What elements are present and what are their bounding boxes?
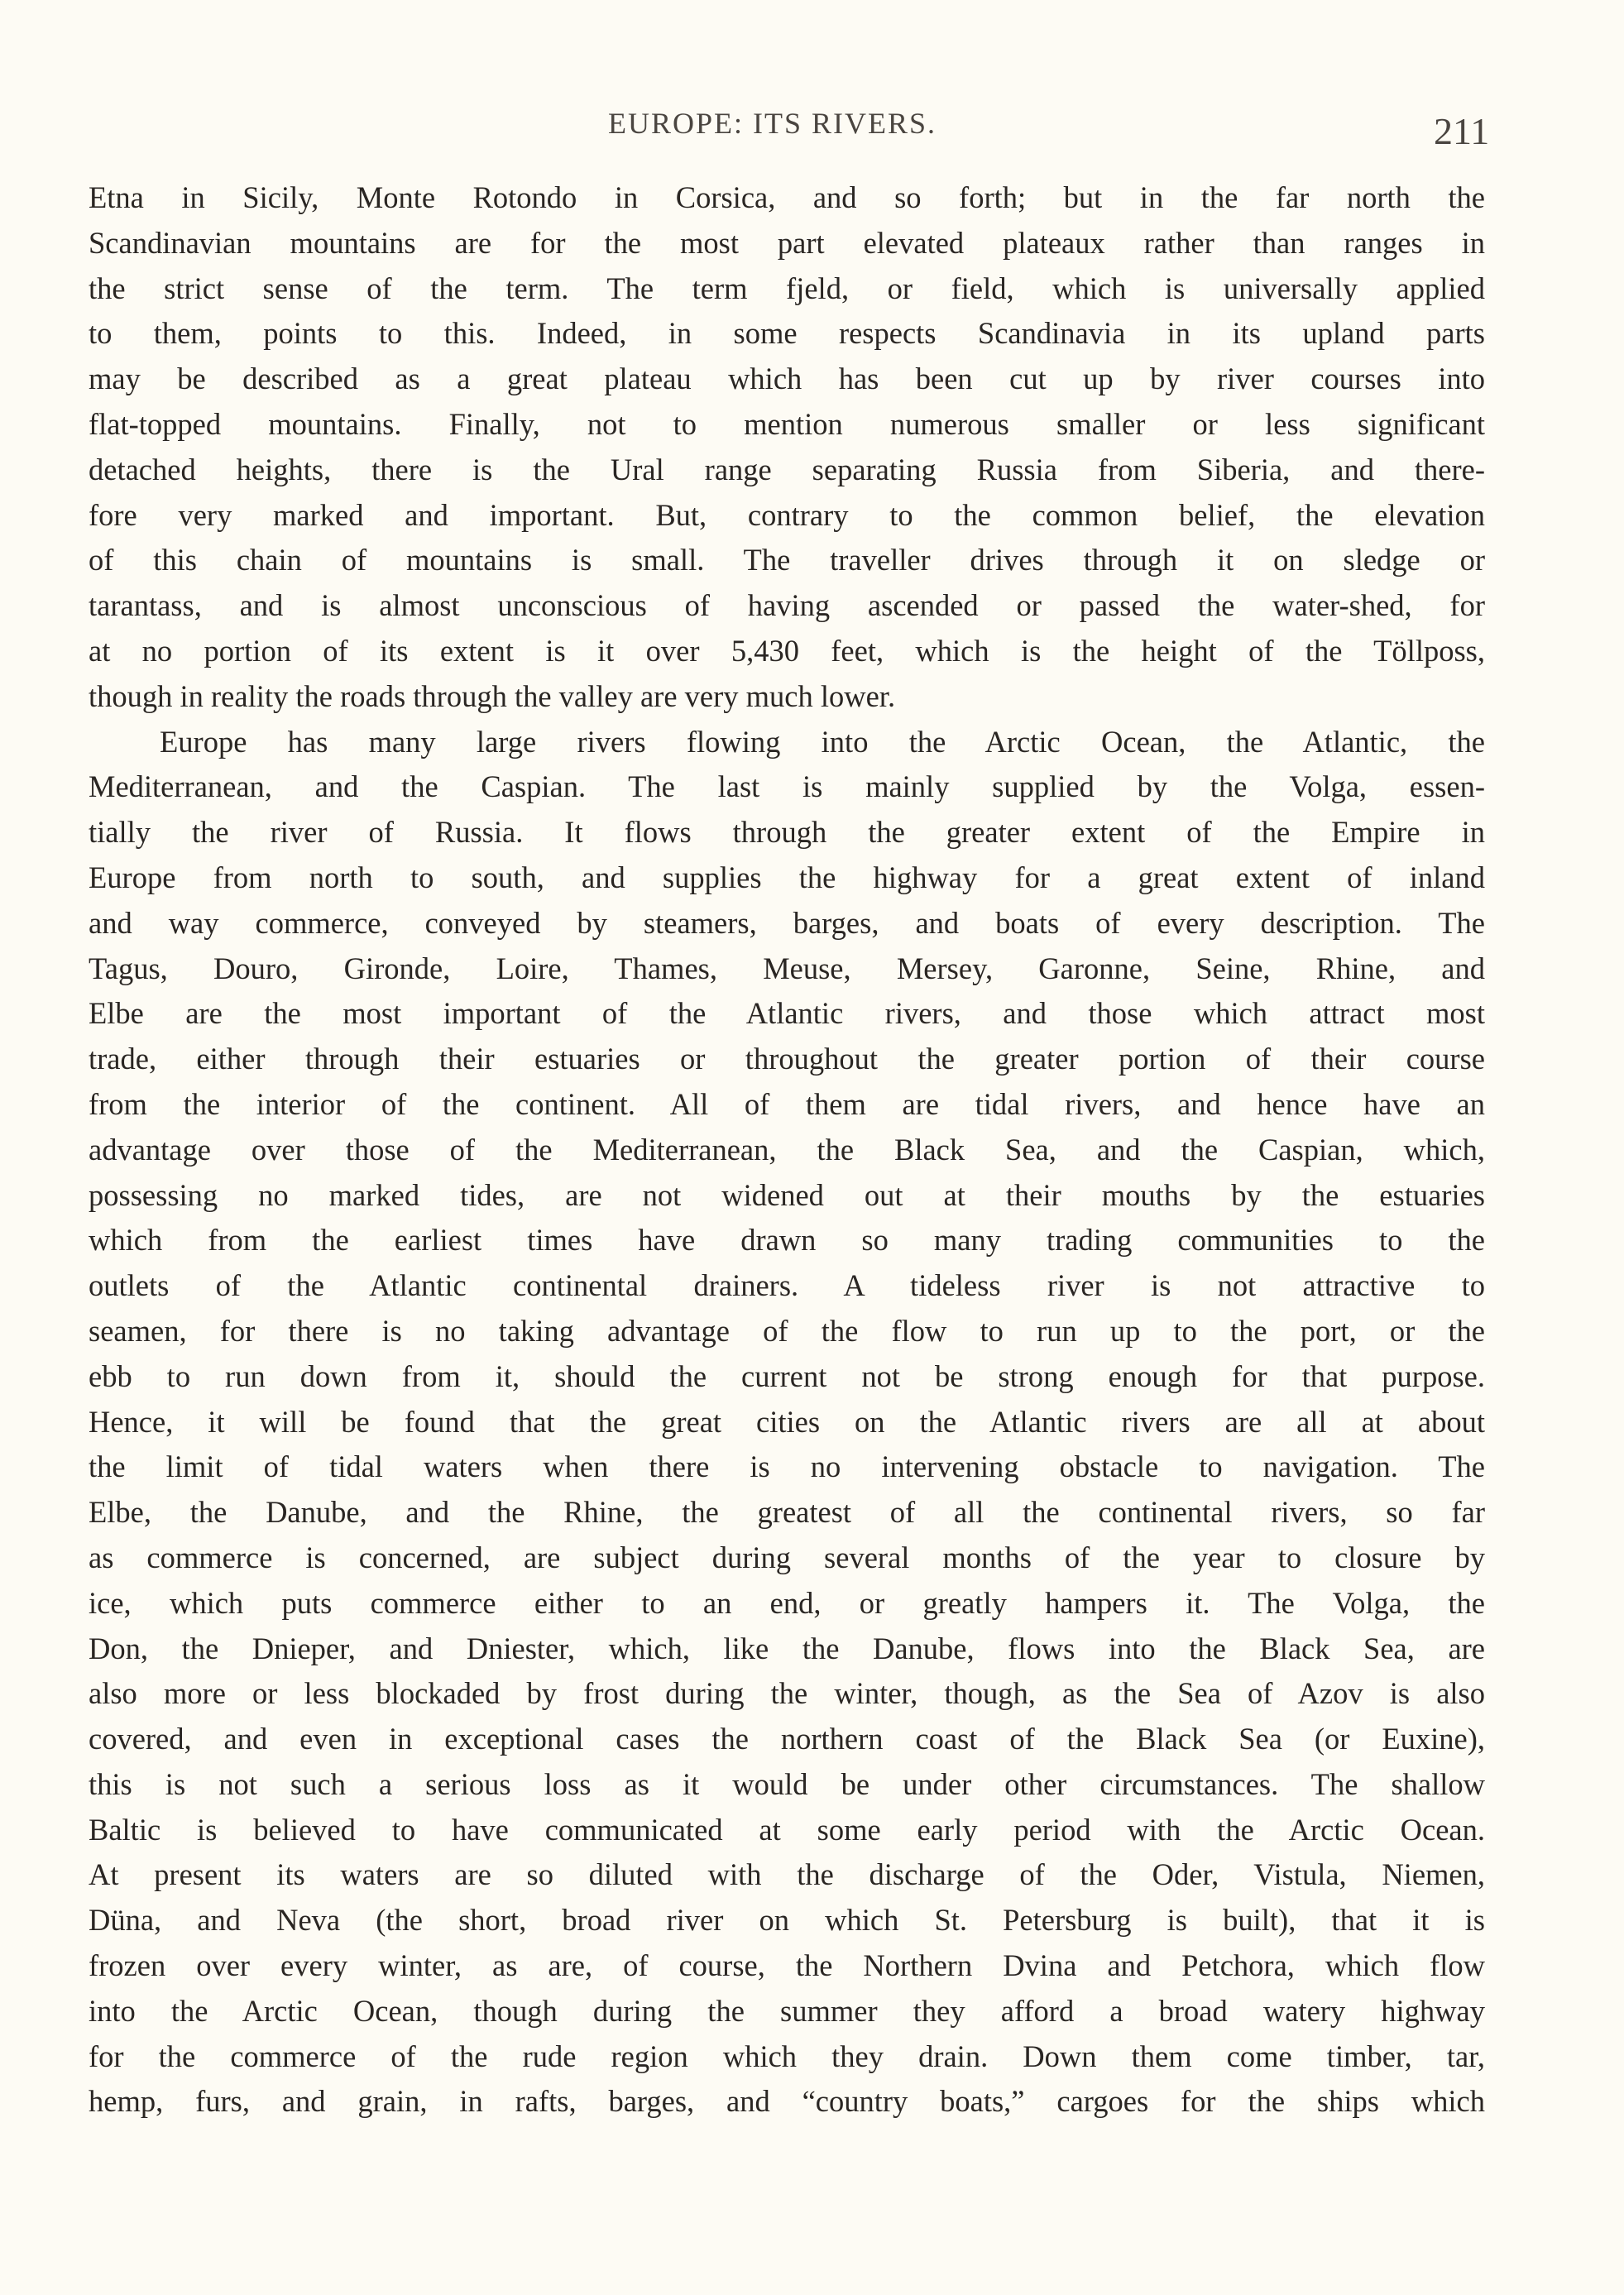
running-title: EUROPE: ITS RIVERS. xyxy=(608,107,937,140)
text-line: at no portion of its extent is it over 5,430 feet, which is the height of the Töllposs, xyxy=(89,633,1485,668)
text-line: Europe has many large rivers flowing into the Arctic Ocean, the Atlantic, the xyxy=(160,724,1485,759)
text-line: as commerce is concerned, are subject during several months of the year to closure by xyxy=(89,1540,1485,1574)
body-text xyxy=(89,175,1485,2125)
text-line: Elbe are the most important of the Atlantic rivers, and those which attract most xyxy=(89,996,1485,1031)
text-line: tially the river of Russia. It flows through the greater extent of the Empire in xyxy=(89,815,1485,850)
text-line: Scandinavian mountains are for the most part elevated plateaux rather than ranges in xyxy=(89,225,1485,260)
paragraph xyxy=(89,175,1485,720)
text-line: Europe from north to south, and supplies the highway for a great extent of inland xyxy=(89,860,1485,894)
text-line: ebb to run down from it, should the current not be strong enough for that purpose. xyxy=(89,1358,1485,1393)
text-line: into the Arctic Ocean, though during the summer they afford a broad watery highway xyxy=(89,1993,1485,2028)
text-line: the strict sense of the term. The term fjeld, or field, which is universally applied xyxy=(89,271,1485,305)
text-line: the limit of tidal waters when there is no intervening obstacle to navigation. The xyxy=(89,1449,1485,1484)
text-line: Hence, it will be found that the great cities on the Atlantic rivers are all at about xyxy=(89,1404,1485,1439)
text-line: of this chain of mountains is small. The traveller drives through it on sledge or xyxy=(89,543,1485,577)
running-head xyxy=(0,106,1624,156)
text-line: Don, the Dnieper, and Dniester, which, like the Danube, flows into the Black Sea, are xyxy=(89,1631,1485,1665)
text-line: fore very marked and important. But, contrary to the common belief, the elevation xyxy=(89,497,1485,532)
text-line: and way commerce, conveyed by steamers, barges, and boats of every description. The xyxy=(89,905,1485,940)
page-number: 211 xyxy=(1434,110,1490,152)
text-line: though in reality the roads through the valley are very much lower. xyxy=(89,678,896,713)
text-line: may be described as a great plateau which has been cut up by river courses into xyxy=(89,362,1485,396)
text-line: from the interior of the continent. All of them are tidal rivers, and hence have an xyxy=(89,1086,1485,1121)
text-line: outlets of the Atlantic continental drainers. A tideless river is not attractive to xyxy=(89,1268,1485,1303)
text-line: this is not such a serious loss as it would be under other circumstances. The shallow xyxy=(89,1766,1485,1801)
text-line: ice, which puts commerce either to an end, or greatly hampers it. The Volga, the xyxy=(89,1585,1485,1620)
text-line: which from the earliest times have drawn so many trading communities to the xyxy=(89,1223,1485,1258)
text-line: possessing no marked tides, are not widened out at their mouths by the estuaries xyxy=(89,1177,1485,1212)
text-line: detached heights, there is the Ural range separating Russia from Siberia, and there- xyxy=(89,452,1485,486)
text-line: trade, either through their estuaries or throughout the greater portion of their course xyxy=(89,1042,1485,1076)
text-line: covered, and even in exceptional cases the northern coast of the Black Sea (or Euxine), xyxy=(89,1722,1485,1756)
text-line: frozen over every winter, as are, of course, the Northern Dvina and Petchora, which flow xyxy=(89,1948,1485,1983)
text-line: seamen, for there is no taking advantage of the flow to run up to the port, or the xyxy=(89,1313,1485,1348)
text-line: also more or less blockaded by frost during the winter, though, as the Sea of Azov is also xyxy=(89,1676,1485,1711)
text-line: Düna, and Neva (the short, broad river on which St. Petersburg is built), that it is xyxy=(89,1903,1485,1938)
text-line: hemp, furs, and grain, in rafts, barges, and “country boats,” cargoes for the ships which xyxy=(89,2084,1485,2119)
text-line: advantage over those of the Mediterranean, the Black Sea, and the Caspian, which, xyxy=(89,1132,1485,1167)
text-line: Elbe, the Danube, and the Rhine, the greatest of all the continental rivers, so far xyxy=(89,1495,1485,1530)
text-line: for the commerce of the rude region which they drain. Down them come timber, tar, xyxy=(89,2039,1485,2073)
text-line: Tagus, Douro, Gironde, Loire, Thames, Meuse, Mersey, Garonne, Seine, Rhine, and xyxy=(89,951,1485,985)
text-line: Baltic is believed to have communicated at some early period with the Arctic Ocean. xyxy=(89,1812,1485,1847)
text-line: tarantass, and is almost unconscious of having ascended or passed the water-shed, for xyxy=(89,588,1485,623)
paragraph xyxy=(89,720,1485,2125)
text-line: Mediterranean, and the Caspian. The last is mainly supplied by the Volga, essen- xyxy=(89,769,1485,804)
text-line: At present its waters are so diluted with the discharge of the Oder, Vistula, Niemen, xyxy=(89,1857,1485,1892)
text-line: to them, points to this. Indeed, in some respects Scandinavia in its upland parts xyxy=(89,316,1485,351)
text-line: flat-topped mountains. Finally, not to mention numerous smaller or less significant xyxy=(89,406,1485,441)
text-line: Etna in Sicily, Monte Rotondo in Corsica, and so forth; but in the far north the xyxy=(89,180,1485,214)
